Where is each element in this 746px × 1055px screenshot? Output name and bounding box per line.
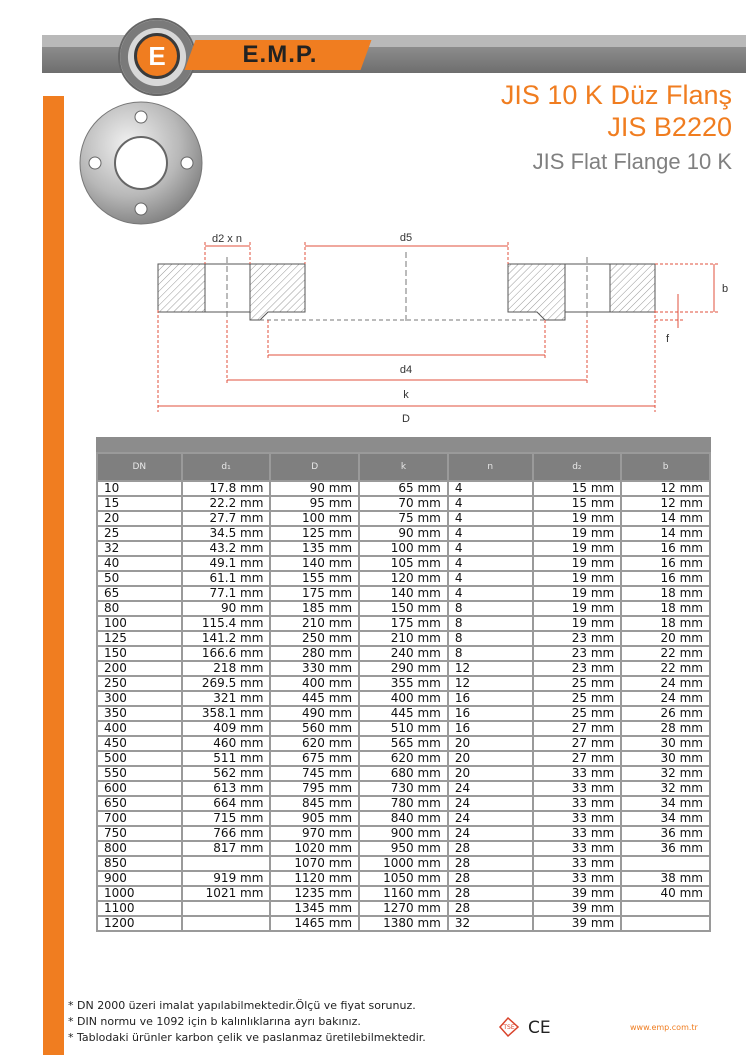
table-cell: 15 [98,497,181,510]
table-cell: 19 mm [534,512,621,525]
table-row [98,632,709,645]
label-d2n: d2 x n [212,233,242,245]
table-cell: 24 [449,797,532,810]
table-cell: 355 mm [360,677,447,690]
table-cell: 18 mm [622,587,709,600]
table-row [98,842,709,855]
table-cell: 4 [449,527,532,540]
table-cell: 166.6 mm [183,647,270,660]
table-cell: 620 mm [360,752,447,765]
flange-cross-section [158,252,655,322]
table-cell: 250 [98,677,181,690]
table-cell: 970 mm [271,827,358,840]
table-cell: 919 mm [183,872,270,885]
table-row [98,857,709,870]
table-row [98,887,709,900]
table-cell: 140 mm [360,587,447,600]
table-cell: 780 mm [360,797,447,810]
table-cell: 700 [98,812,181,825]
table-cell: 22 mm [622,662,709,675]
table-cell: 125 [98,632,181,645]
table-cell: 290 mm [360,662,447,675]
table-cell: 850 [98,857,181,870]
table-cell: 12 mm [622,482,709,495]
table-cell: 795 mm [271,782,358,795]
table-cell: 43.2 mm [183,542,270,555]
table-cell: 90 mm [360,527,447,540]
table-cell: 125 mm [271,527,358,540]
column-header: b [622,454,709,480]
label-k: k [403,389,409,401]
column-header: DN [98,454,181,480]
ce-mark: CE [528,1018,551,1038]
table-cell: 75 mm [360,512,447,525]
table-row [98,812,709,825]
table-cell: 1100 [98,902,181,915]
table-cell: 1070 mm [271,857,358,870]
website-url: www.emp.com.tr [630,1023,698,1032]
column-header: d₂ [534,454,621,480]
table-cell: 33 mm [534,872,621,885]
table-row [98,542,709,555]
table-cell: 25 mm [534,677,621,690]
table-cell: 905 mm [271,812,358,825]
label-d4: d4 [399,364,413,376]
footnotes [68,998,426,1046]
table-cell [183,902,270,915]
table-row [98,782,709,795]
table-cell: 745 mm [271,767,358,780]
table-cell: 1270 mm [360,902,447,915]
table-cell: 19 mm [534,572,621,585]
table-row [98,707,709,720]
table-cell: 400 [98,722,181,735]
brand-name: E.M.P. [242,41,318,68]
table-cell: 240 mm [360,647,447,660]
table-cell: 50 [98,572,181,585]
table-row [98,902,709,915]
table-cell: 20 [449,737,532,750]
table-cell: 33 mm [534,797,621,810]
table-row [98,677,709,690]
table-cell: 400 mm [360,692,447,705]
table-cell: 269.5 mm [183,677,270,690]
table-cell: 20 [449,767,532,780]
title-turkish: JIS 10 K Düz Flanş [500,80,732,110]
table-cell: 175 mm [271,587,358,600]
table-row [98,827,709,840]
table-row [98,722,709,735]
table-cell: 409 mm [183,722,270,735]
table-row [98,692,709,705]
table-cell: 200 [98,662,181,675]
table-cell [622,857,709,870]
table-cell: 445 mm [360,707,447,720]
table-row [98,917,709,930]
table-cell: 730 mm [360,782,447,795]
dimensions-table [96,437,711,932]
table-cell: 95 mm [271,497,358,510]
table-cell: 19 mm [534,557,621,570]
table-cell: 280 mm [271,647,358,660]
table-cell: 19 mm [534,587,621,600]
table-cell: 28 [449,842,532,855]
table-cell: 766 mm [183,827,270,840]
logo-icon: E [134,33,180,79]
table-cell: 16 [449,692,532,705]
table-cell: 800 [98,842,181,855]
table-cell: 100 [98,617,181,630]
footnote: * Tablodaki ürünler karbon çelik ve paslanmaz üretilebilmektedir. [68,1031,426,1044]
table-cell: 20 mm [622,632,709,645]
table-cell: 27 mm [534,752,621,765]
table-cell [622,902,709,915]
table-cell: 39 mm [534,902,621,915]
table-cell: 210 mm [271,617,358,630]
table-cell: 80 [98,602,181,615]
table-cell: 105 mm [360,557,447,570]
table-cell: 22 mm [622,647,709,660]
table-cell: 1345 mm [271,902,358,915]
table-cell: 16 [449,707,532,720]
table-cell: 12 [449,662,532,675]
column-header: n [449,454,532,480]
tse-mark: TSE [503,1024,515,1031]
table-cell: 400 mm [271,677,358,690]
table-cell: 750 [98,827,181,840]
table-cell: 565 mm [360,737,447,750]
title-english: JIS Flat Flange 10 K [532,149,732,174]
table-cell: 680 mm [360,767,447,780]
table-cell: 32 [449,917,532,930]
table-cell: 33 mm [534,857,621,870]
footnote: * DIN normu ve 1092 için b kalınlıklarına ayrı bakınız. [68,1015,361,1028]
table-cell: 445 mm [271,692,358,705]
table-cell: 14 mm [622,512,709,525]
table-cell: 460 mm [183,737,270,750]
table-cell: 950 mm [360,842,447,855]
table-cell: 19 mm [534,542,621,555]
table-cell: 664 mm [183,797,270,810]
title-standard: JIS B2220 [607,112,732,142]
table-cell: 70 mm [360,497,447,510]
table-cell: 900 [98,872,181,885]
footnote: * DN 2000 üzeri imalat yapılabilmektedir.Ölçü ve fiyat sorunuz. [68,999,416,1012]
table-cell: 115.4 mm [183,617,270,630]
column-header: D [271,454,358,480]
table-cell: 100 mm [271,512,358,525]
side-accent-bar [43,96,64,1055]
table-cell: 1380 mm [360,917,447,930]
table-cell: 1160 mm [360,887,447,900]
table-cell: 33 mm [534,767,621,780]
table-cell: 715 mm [183,812,270,825]
table-row [98,662,709,675]
column-header: k [360,454,447,480]
table-cell: 34.5 mm [183,527,270,540]
table-cell: 40 [98,557,181,570]
table-cell: 30 mm [622,737,709,750]
table-cell: 17.8 mm [183,482,270,495]
label-f: f [666,333,670,345]
table-cell: 511 mm [183,752,270,765]
table-cell: 77.1 mm [183,587,270,600]
table-cell: 24 [449,812,532,825]
table-cell: 12 [449,677,532,690]
certification-marks [498,1015,564,1039]
table-cell: 14 mm [622,527,709,540]
table-cell: 900 mm [360,827,447,840]
table-cell: 27 mm [534,737,621,750]
table-cell: 19 mm [534,617,621,630]
table-cell: 65 mm [360,482,447,495]
table-cell: 155 mm [271,572,358,585]
table-cell: 32 mm [622,767,709,780]
table-cell: 12 mm [622,497,709,510]
table-cell: 4 [449,497,532,510]
table-row [98,767,709,780]
table-cell: 1020 mm [271,842,358,855]
table-cell: 600 [98,782,181,795]
table-cell: 100 mm [360,542,447,555]
table-cell: 358.1 mm [183,707,270,720]
table-cell: 90 mm [271,482,358,495]
table-cell: 4 [449,482,532,495]
table-cell: 34 mm [622,797,709,810]
table-cell: 28 [449,857,532,870]
table-cell: 120 mm [360,572,447,585]
table-cell: 4 [449,542,532,555]
table-cell: 185 mm [271,602,358,615]
table-body [98,482,709,930]
table-cell: 150 [98,647,181,660]
table-cell: 350 [98,707,181,720]
table-cell: 1235 mm [271,887,358,900]
table-cell: 840 mm [360,812,447,825]
table-cell: 675 mm [271,752,358,765]
table-cell [183,917,270,930]
table-cell: 26 mm [622,707,709,720]
table-cell: 27 mm [534,722,621,735]
table-cell [622,917,709,930]
table-cell: 1465 mm [271,917,358,930]
flange-technical-drawing [150,222,730,427]
table-cell: 33 mm [534,842,621,855]
table-cell: 620 mm [271,737,358,750]
table-cell: 32 mm [622,782,709,795]
table-cell: 450 [98,737,181,750]
table-cell: 1021 mm [183,887,270,900]
table-cell: 500 [98,752,181,765]
table-cell: 23 mm [534,647,621,660]
table-cell: 8 [449,647,532,660]
table-row [98,617,709,630]
table-cell: 1000 mm [360,857,447,870]
table-row [98,737,709,750]
table-cell: 65 [98,587,181,600]
table-cell: 210 mm [360,632,447,645]
table-cell: 16 mm [622,557,709,570]
table-cell: 1200 [98,917,181,930]
table-cell: 321 mm [183,692,270,705]
table-cell: 16 mm [622,572,709,585]
table-cell: 1120 mm [271,872,358,885]
table-cell: 36 mm [622,842,709,855]
table-cell: 27.7 mm [183,512,270,525]
table-cell: 490 mm [271,707,358,720]
table-cell: 16 [449,722,532,735]
table-cell: 33 mm [534,782,621,795]
table-cell: 19 mm [534,602,621,615]
table-cell: 8 [449,602,532,615]
table-row [98,797,709,810]
table-cell: 613 mm [183,782,270,795]
table-cell: 330 mm [271,662,358,675]
table-cell: 8 [449,617,532,630]
table-cell: 28 [449,902,532,915]
table-cell: 19 mm [534,527,621,540]
table-cell: 4 [449,572,532,585]
table-cell: 36 mm [622,827,709,840]
table-cell: 550 [98,767,181,780]
table-cell: 23 mm [534,632,621,645]
table-row [98,497,709,510]
table-cell: 20 [449,752,532,765]
table-row [98,482,709,495]
table-cell: 25 mm [534,692,621,705]
column-header: d₁ [183,454,270,480]
label-d5: d5 [399,232,413,244]
table-cell: 25 [98,527,181,540]
table-cell: 39 mm [534,887,621,900]
table-cell: 20 [98,512,181,525]
table-cell: 562 mm [183,767,270,780]
table-cell: 141.2 mm [183,632,270,645]
table-header-row [98,454,709,480]
table-row [98,512,709,525]
table-cell: 18 mm [622,602,709,615]
table-cell: 61.1 mm [183,572,270,585]
table-cell: 175 mm [360,617,447,630]
table-cell: 140 mm [271,557,358,570]
table-row [98,872,709,885]
table-row [98,647,709,660]
table-cell: 560 mm [271,722,358,735]
table-cell: 28 mm [622,722,709,735]
table-row [98,587,709,600]
table-cell: 8 [449,632,532,645]
table-row [98,527,709,540]
table-cell: 33 mm [534,827,621,840]
table-cell: 218 mm [183,662,270,675]
table-cell: 28 [449,872,532,885]
table-cell: 39 mm [534,917,621,930]
table-cell: 15 mm [534,482,621,495]
table-cell: 845 mm [271,797,358,810]
table-cell: 16 mm [622,542,709,555]
table-cell: 33 mm [534,812,621,825]
table-cell: 250 mm [271,632,358,645]
table-cell: 24 mm [622,677,709,690]
table-cell [183,857,270,870]
table-cell: 1050 mm [360,872,447,885]
label-b: b [722,283,729,295]
table-cell: 510 mm [360,722,447,735]
table-cell: 38 mm [622,872,709,885]
table-cell: 817 mm [183,842,270,855]
table-cell: 1000 [98,887,181,900]
table-row [98,572,709,585]
table-cell: 10 [98,482,181,495]
table-cell: 4 [449,587,532,600]
table-cell: 24 mm [622,692,709,705]
flange-photo-icon [78,100,204,226]
table-cell: 30 mm [622,752,709,765]
table-cell: 32 [98,542,181,555]
table-cell: 49.1 mm [183,557,270,570]
table-cell: 23 mm [534,662,621,675]
table-cell: 135 mm [271,542,358,555]
table-cell: 18 mm [622,617,709,630]
table-cell: 34 mm [622,812,709,825]
table-cell: 25 mm [534,707,621,720]
label-D: D [402,413,410,425]
table-cell: 22.2 mm [183,497,270,510]
table-cell: 15 mm [534,497,621,510]
table-cell: 90 mm [183,602,270,615]
table-cell: 4 [449,557,532,570]
table-cell: 24 [449,827,532,840]
table-cell: 650 [98,797,181,810]
table-cell: 300 [98,692,181,705]
table-cell: 24 [449,782,532,795]
table-cell: 28 [449,887,532,900]
table-row [98,752,709,765]
table-cell: 150 mm [360,602,447,615]
table-cell: 40 mm [622,887,709,900]
table-row [98,557,709,570]
table-cell: 4 [449,512,532,525]
table-row [98,602,709,615]
